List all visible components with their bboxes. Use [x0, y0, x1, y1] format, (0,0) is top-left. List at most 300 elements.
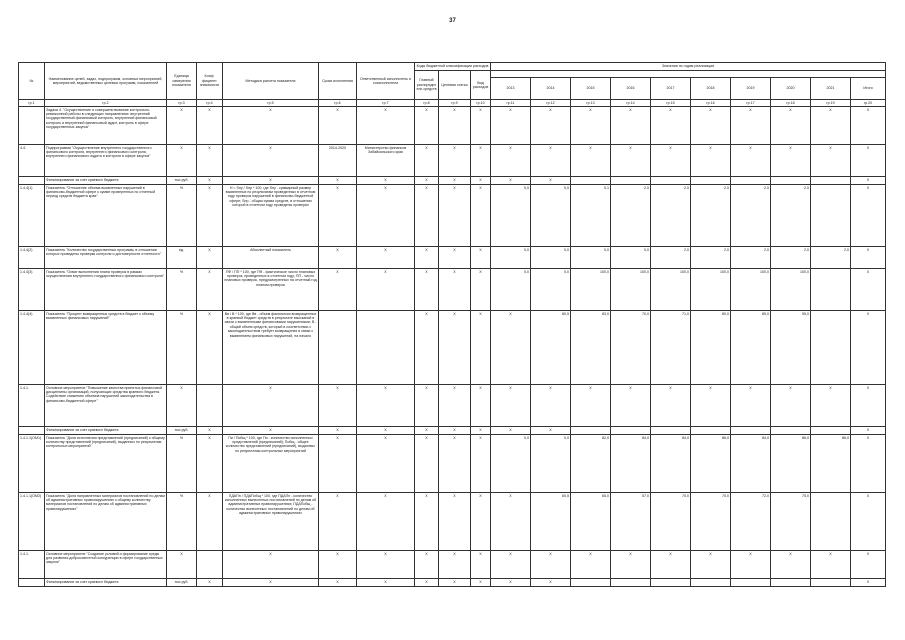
row-year-value: 86,0: [771, 435, 811, 493]
table-row: [19, 269, 886, 311]
row-year-value: Х: [571, 107, 611, 145]
row-target-item: Х: [439, 579, 471, 587]
row-coef: Х: [197, 493, 223, 551]
row-name: Показатель "Охват выполнения плана проверок в рамках осуществления внутреннего государственного финансового контроля": [45, 269, 167, 311]
header-values-by-year: Значения по годам реализации: [491, 63, 886, 71]
row-year-value: Х: [651, 385, 691, 427]
row-year-value: Х: [531, 579, 571, 587]
row-method: Х: [223, 177, 319, 185]
row-expense-type: Х: [471, 247, 491, 269]
header-total: Итого: [851, 78, 886, 100]
row-number: 1.4.1.: [19, 551, 45, 579]
row-year-value: [611, 579, 651, 587]
row-year-value: 2,0: [811, 247, 851, 269]
row-main-manager: Х: [415, 579, 439, 587]
row-period: Х: [319, 435, 357, 493]
row-total: Х: [851, 493, 886, 551]
header-target-item: Целевая статья: [439, 71, 471, 100]
row-year-value: Х: [651, 551, 691, 579]
header-method: Методика расчета показателя: [223, 63, 319, 100]
colnum: гр.16: [691, 100, 731, 107]
row-year-value: 86,0: [811, 435, 851, 493]
row-coef: [197, 385, 223, 427]
row-year-value: Х: [491, 551, 531, 579]
header-main-manager: Главный распорядитель средств: [415, 71, 439, 100]
row-unit: Х: [167, 385, 197, 427]
row-total: Х: [851, 107, 886, 145]
row-year-value: [771, 579, 811, 587]
row-unit: %: [167, 435, 197, 493]
row-year-value: 0,0: [531, 269, 571, 311]
row-year-value: Х: [691, 385, 731, 427]
row-total: Х: [851, 311, 886, 385]
row-total: Х: [851, 435, 886, 493]
row-target-item: Х: [439, 177, 471, 185]
row-year-value: [811, 427, 851, 435]
row-year-value: 0,0: [531, 185, 571, 247]
header-year: 2013: [491, 78, 531, 100]
row-expense-type: Х: [471, 107, 491, 145]
row-coef: Х: [197, 269, 223, 311]
row-year-value: 0,0: [531, 247, 571, 269]
table-row: [19, 385, 886, 427]
row-number: 1.4.4(4): [19, 311, 45, 385]
row-total: Х: [851, 145, 886, 177]
row-period: Х: [319, 185, 357, 247]
row-year-value: 86,0: [691, 435, 731, 493]
row-year-value: [731, 427, 771, 435]
header-year: 2021: [811, 78, 851, 100]
row-year-value: [811, 185, 851, 247]
colnum: гр.15: [651, 100, 691, 107]
row-year-value: Х: [571, 145, 611, 177]
row-name: Подпрограмма "Осуществление внутреннего государственного финансового контроля, внутреннего финансового контроля, внутреннего финансового аудита и контроля в сфере закупок": [45, 145, 167, 177]
row-name: Показатель "Количество государственных программ, в отношении которых проведены проверки контроля и достоверности отчетности": [45, 247, 167, 269]
row-year-value: [571, 177, 611, 185]
colnum: гр.5: [223, 100, 319, 107]
row-executor: Х: [357, 269, 415, 311]
row-coef: Х: [197, 579, 223, 587]
row-target-item: Х: [439, 247, 471, 269]
header-years-spacer: [491, 71, 886, 78]
row-year-value: 84,0: [731, 435, 771, 493]
row-year-value: 70,0: [691, 493, 731, 551]
row-method: Х: [223, 427, 319, 435]
row-year-value: Х: [531, 551, 571, 579]
row-number: [19, 177, 45, 185]
row-unit: ед.: [167, 247, 197, 269]
row-name: Показатель "Доля исполнения представлений (предписаний) к общему количеству представлений (предписаний), выданных по результатам контрольных мероприятий": [45, 435, 167, 493]
row-executor: Х: [357, 247, 415, 269]
row-year-value: 2,0: [731, 185, 771, 247]
row-year-value: Х: [731, 107, 771, 145]
row-year-value: [571, 427, 611, 435]
row-year-value: [651, 579, 691, 587]
row-year-value: Х: [491, 145, 531, 177]
row-coef: Х: [197, 107, 223, 145]
row-expense-type: Х: [471, 435, 491, 493]
row-number: 1.4.4(1): [19, 185, 45, 247]
row-coef: Х: [197, 145, 223, 177]
row-year-value: Х: [691, 551, 731, 579]
table-row: [19, 145, 886, 177]
row-main-manager: Х: [415, 185, 439, 247]
row-number: 1.4.1.: [19, 385, 45, 427]
header-year: 2016: [611, 78, 651, 100]
row-year-value: [811, 493, 851, 551]
colnum: гр.9: [439, 100, 471, 107]
colnum: гр.2: [45, 100, 167, 107]
row-number: 1.4.4(3): [19, 269, 45, 311]
row-main-manager: Х: [415, 435, 439, 493]
row-year-value: Х: [651, 107, 691, 145]
row-expense-type: Х: [471, 185, 491, 247]
header-executor: Ответственный исполнитель и соисполнители: [357, 63, 415, 100]
row-executor: Х: [357, 579, 415, 587]
row-method: Пи / Побщ * 100, где Пи - количество исполненных представлений (предписаний); Побщ - общее количество представлений (предписаний), выданных по результатам контрольных мероприятий: [223, 435, 319, 493]
table-row: [19, 247, 886, 269]
row-main-manager: Х: [415, 107, 439, 145]
row-method: Х: [223, 145, 319, 177]
row-year-value: [611, 177, 651, 185]
row-year-value: 2,0: [691, 185, 731, 247]
row-year-value: [691, 579, 731, 587]
row-year-value: [571, 579, 611, 587]
row-name: Основное мероприятие "Создание условий и формирование среды для развития добросовестной конкуренции в сфере государственных закупок": [45, 551, 167, 579]
row-year-value: 0,0: [491, 269, 531, 311]
row-year-value: 55,0: [771, 311, 811, 385]
row-unit: тыс.руб.: [167, 427, 197, 435]
table-row: [19, 107, 886, 145]
row-name: Показатель "Процент возвращенных средств в бюджет к объему выявленных финансовых нарушений": [45, 311, 167, 385]
row-total: Х: [851, 551, 886, 579]
row-main-manager: Х: [415, 493, 439, 551]
row-year-value: Х: [611, 145, 651, 177]
row-year-value: 85,0: [731, 311, 771, 385]
table-body: [19, 107, 886, 587]
header-unit: Единица измерения показателя: [167, 63, 197, 100]
row-year-value: [691, 427, 731, 435]
row-period: Х: [319, 385, 357, 427]
row-total: Х: [851, 185, 886, 247]
row-year-value: 0,0: [491, 185, 531, 247]
column-numbers-row: [19, 100, 886, 107]
row-year-value: 70,0: [651, 493, 691, 551]
colnum: гр.6: [319, 100, 357, 107]
row-year-value: 100,0: [651, 269, 691, 311]
row-total: Х: [851, 269, 886, 311]
row-year-value: Х: [731, 145, 771, 177]
row-executor: Х: [357, 427, 415, 435]
row-method: Х: [223, 551, 319, 579]
row-expense-type: Х: [471, 145, 491, 177]
row-year-value: 65,0: [571, 493, 611, 551]
row-year-value: Х: [651, 145, 691, 177]
row-main-manager: Х: [415, 269, 439, 311]
row-year-value: Х: [811, 145, 851, 177]
row-year-value: 100,0: [571, 269, 611, 311]
row-year-value: 0,0: [491, 247, 531, 269]
row-year-value: Х: [531, 427, 571, 435]
row-executor: Министерство финансов Забайкальского края: [357, 145, 415, 177]
row-year-value: Х: [691, 107, 731, 145]
row-main-manager: Х: [415, 427, 439, 435]
row-total: Х: [851, 177, 886, 185]
header-budget-codes: Коды бюджетной классификации расходов: [415, 63, 491, 71]
row-main-manager: Х: [415, 247, 439, 269]
row-year-value: Х: [771, 145, 811, 177]
row-year-value: [611, 427, 651, 435]
row-year-value: 100,0: [691, 269, 731, 311]
row-year-value: 75,0: [771, 493, 811, 551]
row-period: Х: [319, 177, 357, 185]
row-year-value: Х: [531, 145, 571, 177]
row-target-item: Х: [439, 427, 471, 435]
row-year-value: 100,0: [731, 269, 771, 311]
row-year-value: Х: [491, 107, 531, 145]
row-unit: Х: [167, 551, 197, 579]
table-row: [19, 427, 886, 435]
row-expense-type: Х: [471, 269, 491, 311]
row-year-value: 60,5: [531, 493, 571, 551]
row-year-value: 82,0: [571, 435, 611, 493]
row-year-value: 100,0: [771, 269, 811, 311]
row-method: Вв / В * 100, где Вв - объем фактически возвращенных в краевой бюджет средств в результате взысканий в связи с выявленными финансовыми нарушениями; В - общий объем средств, который в соответствии с законодательством требует возвращения в связи с выявлением финансовых нарушений, на начало: [223, 311, 319, 385]
row-year-value: 2,0: [611, 185, 651, 247]
table-row: [19, 435, 886, 493]
row-unit: Х: [167, 145, 197, 177]
row-year-value: 2,0: [651, 247, 691, 269]
row-period: Х: [319, 579, 357, 587]
colnum: гр.19: [811, 100, 851, 107]
row-year-value: 83,0: [571, 311, 611, 385]
row-year-value: 100,0: [611, 269, 651, 311]
row-target-item: Х: [439, 493, 471, 551]
row-target-item: Х: [439, 311, 471, 385]
row-year-value: Х: [491, 427, 531, 435]
row-year-value: Х: [771, 107, 811, 145]
row-method: Н = Sну / Sпр * 100, где Sну - суммарный размер выявленных по результатам проведенных в отчетном году проверок нарушений в финансово-бюджетной сфере; Sпр - общая сумма средств, в отношении которой в отчетном году проведены проверки: [223, 185, 319, 247]
row-name: Показатель "Доля направленных материалов постановлений по делам об административных правонарушениях к общему количеству материалов постановлений по делам об административных правонарушениях": [45, 493, 167, 551]
row-target-item: Х: [439, 269, 471, 311]
row-year-value: Х: [611, 107, 651, 145]
row-period: Х: [319, 107, 357, 145]
row-year-value: Х: [811, 385, 851, 427]
row-executor: [357, 311, 415, 385]
row-total: Х: [851, 385, 886, 427]
row-period: Х: [319, 551, 357, 579]
row-method: Х: [223, 579, 319, 587]
row-name: Финансирование за счет краевого бюджета: [45, 177, 167, 185]
row-year-value: 2,0: [691, 247, 731, 269]
row-year-value: 80,5: [531, 311, 571, 385]
row-coef: Х: [197, 247, 223, 269]
row-year-value: Х: [771, 385, 811, 427]
row-main-manager: Х: [415, 177, 439, 185]
row-year-value: Х: [531, 385, 571, 427]
row-year-value: 2,0: [771, 185, 811, 247]
row-number: [19, 427, 45, 435]
row-coef: Х: [197, 311, 223, 385]
row-year-value: 2,0: [731, 247, 771, 269]
row-year-value: 57,0: [611, 493, 651, 551]
row-number: [19, 579, 45, 587]
row-year-value: 72,0: [731, 493, 771, 551]
row-coef: Х: [197, 185, 223, 247]
row-year-value: Х: [731, 385, 771, 427]
table-row: [19, 579, 886, 587]
row-coef: Х: [197, 177, 223, 185]
row-period: Х: [319, 493, 357, 551]
row-year-value: [771, 177, 811, 185]
row-period: [319, 311, 357, 385]
page-number: 37: [449, 18, 456, 24]
row-year-value: Х: [611, 551, 651, 579]
row-year-value: Х: [771, 551, 811, 579]
row-expense-type: Х: [471, 551, 491, 579]
row-main-manager: Х: [415, 385, 439, 427]
row-year-value: 71,0: [651, 311, 691, 385]
row-name: Показатель "Отношение объема выявленных нарушений в финансово-бюджетной сфере к сумме проверенных по отчетный период средств бюджета края": [45, 185, 167, 247]
row-year-value: Х: [571, 551, 611, 579]
row-total: Х: [851, 579, 886, 587]
row-year-value: Х: [491, 311, 531, 385]
row-year-value: [731, 579, 771, 587]
header-year: 2020: [771, 78, 811, 100]
colnum: гр.7: [357, 100, 415, 107]
colnum: гр.10: [471, 100, 491, 107]
header-expense-type: Вид расходов: [471, 71, 491, 100]
row-year-value: [771, 427, 811, 435]
colnum: гр.8: [415, 100, 439, 107]
row-target-item: Х: [439, 385, 471, 427]
table-row: [19, 551, 886, 579]
row-year-value: 0,1: [571, 185, 611, 247]
colnum: гр.18: [771, 100, 811, 107]
colnum: гр.12: [531, 100, 571, 107]
row-expense-type: Х: [471, 579, 491, 587]
row-year-value: 2,0: [651, 185, 691, 247]
colnum: гр.13: [571, 100, 611, 107]
header-period: Сроки исполнения: [319, 63, 357, 100]
row-expense-type: Х: [471, 177, 491, 185]
header-year: 2019: [731, 78, 771, 100]
row-target-item: Х: [439, 107, 471, 145]
row-executor: Х: [357, 177, 415, 185]
row-year-value: 0,0: [611, 247, 651, 269]
row-year-value: [731, 177, 771, 185]
header-coef: Коэф. фициент значимости: [197, 63, 223, 100]
row-expense-type: Х: [471, 427, 491, 435]
row-year-value: [811, 177, 851, 185]
colnum: гр.20: [851, 100, 886, 107]
row-year-value: 84,0: [651, 435, 691, 493]
row-executor: Х: [357, 551, 415, 579]
row-number: 1.4.1.1(ОМ1): [19, 435, 45, 493]
row-year-value: Х: [491, 385, 531, 427]
colnum: гр.17: [731, 100, 771, 107]
table-row: [19, 493, 886, 551]
row-year-value: Х: [531, 107, 571, 145]
table-row: [19, 311, 886, 385]
program-indicators-table: [18, 62, 886, 587]
row-executor: Х: [357, 493, 415, 551]
table-row: [19, 177, 886, 185]
row-unit: тыс.руб.: [167, 579, 197, 587]
row-expense-type: Х: [471, 385, 491, 427]
row-year-value: Х: [571, 385, 611, 427]
row-year-value: [691, 177, 731, 185]
row-method: ПФ / ПП * 100, где ПФ - фактическое число плановых проверок, проведенных в отчетном году; ПП - число плановых проверок, предусмотренных на отчетный год планом проверок: [223, 269, 319, 311]
row-year-value: 80,0: [691, 311, 731, 385]
row-year-value: 0,0: [491, 435, 531, 493]
row-main-manager: Х: [415, 145, 439, 177]
row-year-value: [811, 579, 851, 587]
row-method: Х: [223, 385, 319, 427]
header-year: 2018: [691, 78, 731, 100]
row-year-value: Х: [491, 177, 531, 185]
row-expense-type: Х: [471, 493, 491, 551]
row-total: Х: [851, 247, 886, 269]
row-number: 1.4.1.1(ОМ2): [19, 493, 45, 551]
row-name: Финансирование за счет краевого бюджета: [45, 427, 167, 435]
row-year-value: 0,0: [531, 435, 571, 493]
row-year-value: 0,0: [571, 247, 611, 269]
header-year: 2017: [651, 78, 691, 100]
row-unit: %: [167, 493, 197, 551]
colnum: гр.14: [611, 100, 651, 107]
colnum: гр.3: [167, 100, 197, 107]
row-main-manager: Х: [415, 551, 439, 579]
row-target-item: Х: [439, 551, 471, 579]
row-unit: тыс.руб.: [167, 177, 197, 185]
colnum: гр.11: [491, 100, 531, 107]
row-year-value: 70,0: [611, 311, 651, 385]
row-unit: %: [167, 185, 197, 247]
row-executor: Х: [357, 435, 415, 493]
row-year-value: [651, 427, 691, 435]
row-coef: Х: [197, 435, 223, 493]
row-year-value: 84,0: [611, 435, 651, 493]
row-year-value: Х: [491, 579, 531, 587]
row-year-value: Х: [491, 493, 531, 551]
row-coef: Х: [197, 427, 223, 435]
row-period: 2014-2020: [319, 145, 357, 177]
row-period: Х: [319, 247, 357, 269]
header-year: 2015: [571, 78, 611, 100]
table-row: [19, 185, 886, 247]
row-method: Х: [223, 107, 319, 145]
row-year-value: Х: [531, 177, 571, 185]
header-name: Наименование целей, задач, подпрограмм, основных мероприятий, мероприятий, ведомственных целевых программ, показателей: [45, 63, 167, 100]
row-number: [19, 107, 45, 145]
row-method: Абсолютный показатель: [223, 247, 319, 269]
row-name: Финансирование за счет краевого бюджета: [45, 579, 167, 587]
row-year-value: [811, 311, 851, 385]
row-main-manager: Х: [415, 311, 439, 385]
row-period: Х: [319, 427, 357, 435]
row-coef: [197, 551, 223, 579]
row-target-item: Х: [439, 145, 471, 177]
row-year-value: [651, 177, 691, 185]
header-year: 2014: [531, 78, 571, 100]
row-name: Задача 4. "Осуществление и совершенствование контрольно-ревизионной работы в следующих направлениях: внутренний государственный финансовый контроль, внутренний финансовый контроль и внутренний финансовый аудит, контроль в сфере государственных закупок": [45, 107, 167, 145]
row-expense-type: Х: [471, 311, 491, 385]
row-target-item: Х: [439, 435, 471, 493]
row-total: Х: [851, 427, 886, 435]
row-year-value: Х: [691, 145, 731, 177]
row-year-value: Х: [811, 107, 851, 145]
